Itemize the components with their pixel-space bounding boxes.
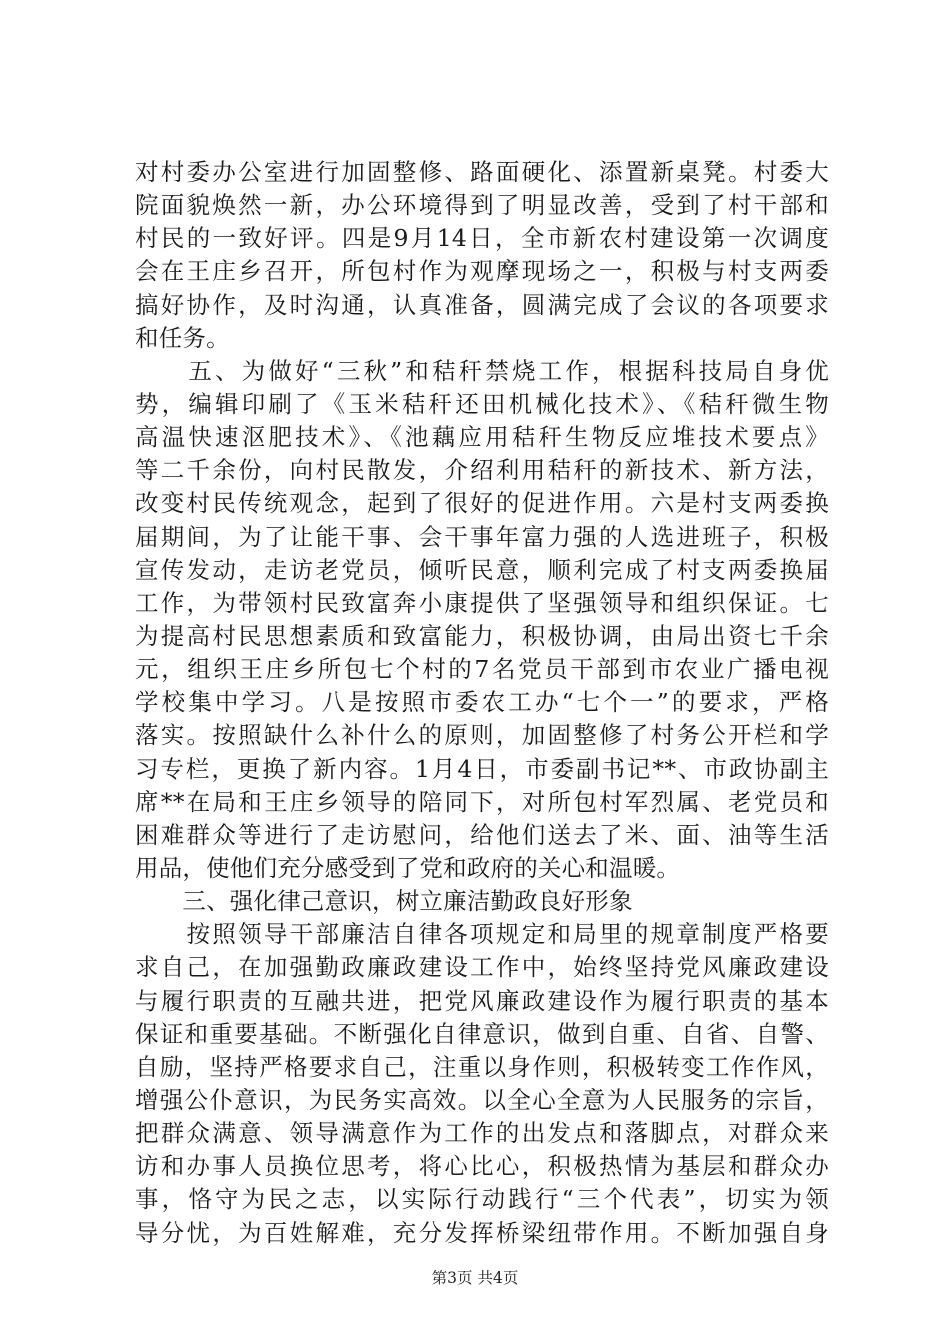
text-line: 学校集中学习。八是按照市委农工办“七个一”的要求，严格	[135, 688, 829, 717]
text-line: 工作，为带领村民致富奔小康提供了坚强领导和组织保证。七	[135, 588, 829, 617]
text-line: 求自己，在加强勤政廉政建设工作中，始终坚持党风廉政建设	[135, 953, 829, 982]
text-line: 把群众满意、领导满意作为工作的出发点和落脚点，对群众来	[135, 1119, 829, 1148]
text-line: 落实。按照缺什么补什么的原则，加固整修了村务公开栏和学	[135, 721, 829, 750]
text-line: 对村委办公室进行加固整修、路面硬化、添置新桌凳。村委大	[135, 158, 829, 186]
page-number-footer: 第3页 共4页	[431, 1269, 519, 1287]
text-line: 用品，使他们充分感受到了党和政府的关心和温暖。	[135, 853, 681, 882]
text-line: 改变村民传统观念，起到了很好的促进作用。六是村支两委换	[135, 489, 829, 518]
text-line: 与履行职责的互融共进，把党风廉政建设作为履行职责的基本	[135, 986, 829, 1015]
text-line: 势，编辑印刷了《玉米秸秆还田机械化技术》、《秸秆微生物	[135, 389, 829, 418]
text-line: 导分忧，为百姓解难，充分发挥桥梁纽带作用。不断加强自身	[135, 1218, 829, 1247]
text-line: 等二千余份，向村民散发，介绍利用秸秆的新技术、新方法，	[135, 456, 829, 485]
text-line: 届期间，为了让能干事、会干事年富力强的人选进班子，积极	[135, 522, 829, 551]
text-line: 按照领导干部廉洁自律各项规定和局里的规章制度严格要	[135, 920, 829, 949]
text-line: 访和办事人员换位思考，将心比心，积极热情为基层和群众办	[135, 1152, 829, 1181]
text-line: 高温快速沤肥技术》、《池藕应用秸秆生物反应堆技术要点》	[135, 423, 829, 452]
section-heading: 三、强化律己意识，树立廉洁勤政良好形象	[135, 887, 633, 916]
document-body	[135, 156, 829, 1250]
text-line: 自励，坚持严格要求自己，注重以身作则，积极转变工作作风，	[135, 1052, 829, 1081]
text-line: 五、为做好“三秋”和秸秆禁烧工作，根据科技局自身优	[135, 356, 829, 385]
text-line: 和任务。	[135, 323, 230, 352]
text-line: 席**在局和王庄乡领导的陪同下，对所包村军烈属、老党员和	[135, 787, 829, 816]
text-line: 增强公仆意识，为民务实高效。以全心全意为人民服务的宗旨，	[135, 1085, 829, 1114]
text-line: 保证和重要基础。不断强化自律意识，做到自重、自省、自警、	[135, 1019, 829, 1048]
text-line: 困难群众等进行了走访慰问，给他们送去了米、面、油等生活	[135, 820, 829, 849]
text-line: 会在王庄乡召开，所包村作为观摩现场之一，积极与村支两委	[135, 257, 829, 286]
text-line: 元，组织王庄乡所包七个村的7名党员干部到市农业广播电视	[135, 655, 829, 684]
text-line: 村民的一致好评。四是9月14日，全市新农村建设第一次调度	[135, 224, 829, 253]
text-line: 搞好协作，及时沟通，认真准备，圆满完成了会议的各项要求	[135, 290, 829, 319]
text-line: 院面貌焕然一新，办公环境得到了明显改善，受到了村干部和	[135, 191, 829, 220]
text-line: 为提高村民思想素质和致富能力，积极协调，由局出资七千余	[135, 621, 829, 650]
text-line: 宣传发动，走访老党员，倾听民意，顺利完成了村支两委换届	[135, 555, 829, 584]
text-line: 事，恪守为民之志，以实际行动践行“三个代表”，切实为领	[135, 1185, 829, 1214]
text-line: 习专栏，更换了新内容。1月4日，市委副书记**、市政协副主	[135, 754, 829, 783]
